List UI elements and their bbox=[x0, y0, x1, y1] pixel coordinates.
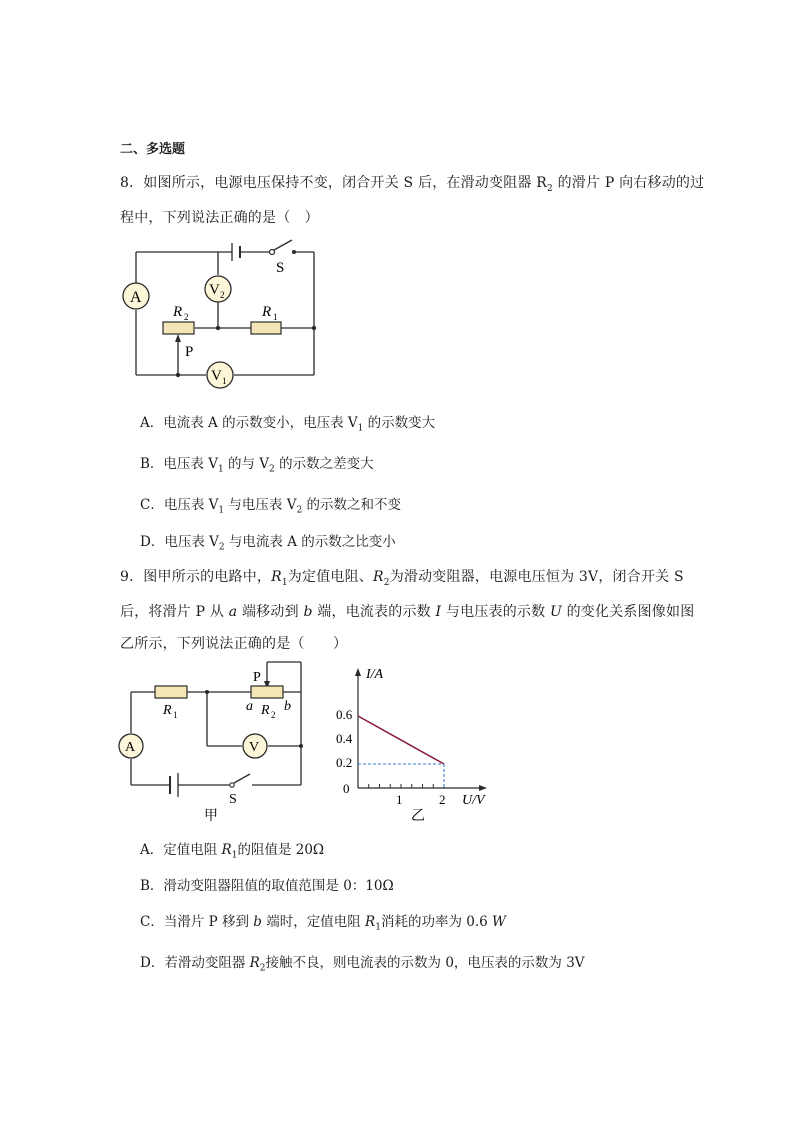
q9-option-c-b: b bbox=[253, 914, 262, 930]
v1-label: V bbox=[211, 368, 222, 384]
y-tick-label: 0.2 bbox=[336, 755, 353, 770]
q9-line1-text-3: 为滑动变阻器，电源电压恒为 3V，闭合开关 S bbox=[389, 569, 684, 585]
r2-label-sub: 2 bbox=[271, 710, 276, 720]
slider-p-label: P bbox=[185, 344, 194, 360]
q9-stem-line-2 bbox=[120, 601, 694, 621]
q9-iu-graph bbox=[330, 656, 500, 826]
switch-blade bbox=[274, 240, 292, 250]
end-b-label: b bbox=[284, 699, 291, 714]
y-tick-label: 0.4 bbox=[336, 731, 353, 746]
r1-label-sub: 1 bbox=[273, 312, 278, 322]
r1-label: R bbox=[262, 304, 272, 320]
r2-label-sub: 2 bbox=[184, 312, 189, 322]
q9-option-c-sub: 1 bbox=[375, 922, 381, 933]
resistor-r1 bbox=[155, 686, 187, 698]
q9-line1-r2: R bbox=[373, 569, 384, 585]
q8-option-a[interactable] bbox=[140, 411, 435, 434]
q8-option-b-text-2: 的与 V bbox=[223, 456, 270, 472]
resistor-r2 bbox=[163, 322, 194, 334]
q9-option-a-text: A．定值电阻 bbox=[140, 842, 222, 858]
q8-option-c-text-2: 与电压表 V bbox=[224, 497, 297, 513]
q8-option-c-text: C．电压表 V bbox=[140, 497, 219, 513]
q9-line1-text: 9．图甲所示的电路中， bbox=[120, 569, 272, 585]
q8-line1-text: 8．如图所示，电源电压保持不变，闭合开关 S 后，在滑动变阻器 R bbox=[120, 175, 547, 191]
q9-option-b-text: B．滑动变阻器阻值的取值范围是 0：10Ω bbox=[140, 878, 394, 894]
q8-option-d-text-2: 与电流表 A 的示数之比变小 bbox=[224, 534, 396, 550]
switch-blade bbox=[234, 774, 250, 783]
q9-option-c[interactable] bbox=[140, 910, 506, 933]
x-axis-arrow-icon bbox=[479, 785, 487, 791]
r2-label: R bbox=[261, 703, 270, 718]
slider-arrow-icon bbox=[175, 334, 181, 342]
q9-line2-text-3: 端，电流表的示数 bbox=[312, 604, 436, 620]
q9-option-d-text: D．若滑动变阻器 bbox=[140, 955, 250, 971]
q9-line2-text-2: 端移动到 bbox=[237, 604, 304, 620]
q8-option-b[interactable] bbox=[140, 452, 374, 475]
q8-line1-sub: 2 bbox=[547, 183, 553, 194]
q9-stem-line-3: 乙所示，下列说法正确的是（ ） bbox=[120, 636, 348, 652]
q9-option-d-text-2: 接触不良，则电流表的示数为 0，电压表的示数为 3V bbox=[265, 955, 585, 971]
q9-line2-a: a bbox=[228, 604, 238, 620]
q9-line2-text-5: 的变化关系图像如图 bbox=[561, 604, 695, 620]
end-a-label: a bbox=[246, 699, 253, 714]
junction-dot bbox=[312, 326, 316, 330]
q9-line2-u: U bbox=[549, 604, 562, 620]
switch-label: S bbox=[229, 792, 237, 807]
y-axis-label: I/A bbox=[366, 667, 384, 682]
q9-line2-b: b bbox=[303, 604, 313, 620]
q8-stem-line-2: 程中，下列说法正确的是（ ） bbox=[120, 210, 319, 226]
q9-line1-r1: R bbox=[271, 569, 282, 585]
switch-contact bbox=[230, 783, 234, 787]
q8-option-c-sub-2: 2 bbox=[296, 505, 303, 516]
y-tick-label: 0.6 bbox=[336, 707, 353, 722]
voltmeter-label: V bbox=[249, 740, 260, 755]
r1-label-sub: 1 bbox=[173, 710, 178, 720]
x-axis-label: U/V bbox=[462, 793, 485, 808]
q9-line1-text-2: 为定值电阻、 bbox=[287, 569, 373, 585]
q9-line1-r1-sub: 1 bbox=[281, 577, 288, 588]
junction-dot bbox=[205, 690, 209, 694]
q8-stem-line-1 bbox=[120, 172, 704, 194]
q9-option-d[interactable] bbox=[140, 951, 585, 974]
q9-option-c-text: C．当滑片 P 移到 bbox=[140, 914, 254, 930]
y-axis-arrow-icon bbox=[355, 668, 361, 676]
switch-contact bbox=[270, 250, 275, 255]
q9-option-c-r: R bbox=[365, 914, 376, 930]
q9-line2-text: 后，将滑片 P 从 bbox=[120, 604, 229, 620]
junction-dot bbox=[299, 744, 303, 748]
ammeter-label: A bbox=[125, 740, 136, 755]
x-tick-label: 0 bbox=[343, 781, 350, 796]
q8-option-d-text: D．电压表 V bbox=[140, 534, 219, 550]
q8-option-c[interactable] bbox=[140, 493, 401, 516]
q9-stem-line-1 bbox=[120, 566, 684, 588]
q9-option-c-text-3: 消耗的功率为 0.6 bbox=[380, 914, 493, 930]
x-tick-label: 1 bbox=[396, 792, 403, 807]
switch-pivot bbox=[292, 250, 296, 254]
q9-option-c-text-2: 端时，定值电阻 bbox=[261, 914, 366, 930]
v1-label-sub: 1 bbox=[222, 376, 227, 386]
series-line bbox=[358, 716, 444, 764]
resistor-r2 bbox=[251, 686, 283, 698]
caption-jia: 甲 bbox=[204, 809, 218, 824]
q9-line2-i: I bbox=[435, 604, 442, 620]
r1-label: R bbox=[163, 703, 172, 718]
q9-option-a-sub: 1 bbox=[231, 850, 238, 861]
switch-label: S bbox=[276, 260, 285, 276]
v2-label: V bbox=[209, 282, 220, 298]
q9-option-a-r: R bbox=[221, 842, 232, 858]
q8-option-b-text-3: 的示数之差变大 bbox=[274, 456, 374, 472]
q9-line1-r2-sub: 2 bbox=[383, 577, 390, 588]
section-title: 二、多选题 bbox=[120, 142, 186, 157]
q9-option-d-sub: 2 bbox=[259, 963, 266, 974]
slider-p-label: P bbox=[253, 670, 261, 685]
ammeter-label: A bbox=[130, 289, 142, 306]
q8-option-d-sub: 2 bbox=[218, 542, 225, 553]
q9-option-a[interactable] bbox=[140, 838, 324, 861]
q8-line1-end: 的滑片 P 向右移动的过 bbox=[552, 175, 705, 191]
v2-label-sub: 2 bbox=[220, 290, 225, 300]
x-tick-label: 2 bbox=[439, 792, 446, 807]
q9-option-b[interactable] bbox=[140, 874, 394, 894]
q9-option-c-unit: W bbox=[492, 914, 506, 930]
q8-circuit-diagram bbox=[110, 232, 330, 392]
q8-option-c-sub: 1 bbox=[218, 505, 225, 516]
q8-option-a-sub: 1 bbox=[357, 423, 364, 434]
q8-option-c-text-3: 的示数之和不变 bbox=[302, 497, 401, 513]
q8-option-b-text: B．电压表 V bbox=[140, 456, 218, 472]
caption-yi: 乙 bbox=[411, 809, 425, 824]
r2-label: R bbox=[173, 304, 183, 320]
q8-option-b-sub: 1 bbox=[217, 464, 224, 475]
q9-option-d-r: R bbox=[249, 955, 260, 971]
q9-option-a-text-2: 的阻值是 20Ω bbox=[237, 842, 325, 858]
resistor-r1 bbox=[251, 322, 281, 334]
q8-option-a-text: A．电流表 A 的示数变小，电压表 V bbox=[140, 415, 358, 431]
q8-option-d[interactable] bbox=[140, 530, 396, 553]
junction-dot bbox=[216, 326, 220, 330]
q8-option-b-sub-2: 2 bbox=[269, 464, 275, 475]
q9-circuit-diagram bbox=[118, 656, 310, 826]
junction-dot bbox=[176, 373, 180, 377]
q8-option-a-text-2: 的示数变大 bbox=[363, 415, 436, 431]
q9-line2-text-4: 与电压表的示数 bbox=[441, 604, 550, 620]
